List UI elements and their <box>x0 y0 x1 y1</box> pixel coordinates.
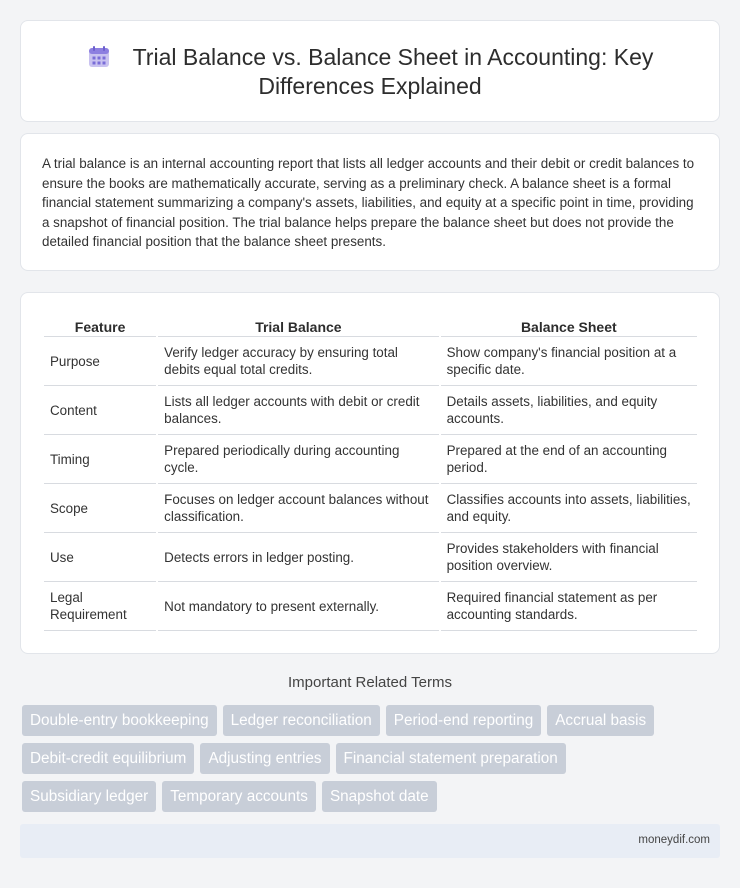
table-header-row <box>44 315 697 337</box>
trial-balance-cell: Not mandatory to present externally. <box>158 582 438 631</box>
table-row <box>44 386 697 435</box>
tag-financial-statement-preparation[interactable]: Financial statement preparation <box>336 743 566 774</box>
page-title <box>71 43 669 101</box>
balance-sheet-cell: Details assets, liabilities, and equity accounts. <box>441 386 697 435</box>
header-trial-balance: Trial Balance <box>158 315 438 337</box>
feature-cell: Legal Requirement <box>44 582 156 631</box>
tag-debit-credit-equilibrium[interactable]: Debit-credit equilibrium <box>22 743 194 774</box>
tag-adjusting-entries[interactable]: Adjusting entries <box>200 743 329 774</box>
comparison-table <box>42 315 699 631</box>
calendar-icon <box>87 45 111 69</box>
tag-double-entry-bookkeeping[interactable]: Double-entry bookkeeping <box>22 705 217 736</box>
table-row <box>44 582 697 631</box>
tag-accrual-basis[interactable]: Accrual basis <box>547 705 654 736</box>
header-card <box>20 20 720 122</box>
balance-sheet-cell: Prepared at the end of an accounting period. <box>441 435 697 484</box>
tag-period-end-reporting[interactable]: Period-end reporting <box>386 705 541 736</box>
balance-sheet-cell: Show company's financial position at a specific date. <box>441 337 697 386</box>
title-text: Trial Balance vs. Balance Sheet in Accounting: Key Differences Explained <box>132 44 654 99</box>
table-row <box>44 484 697 533</box>
trial-balance-cell: Focuses on ledger account balances without classification. <box>158 484 438 533</box>
intro-paragraph: A trial balance is an internal accounting report that lists all ledger accounts and their debit or credit balances to ensure the books are mathematically accurate, serving as a preliminary check. A balance sheet is a formal financial statement summarizing a company's assets, liabilities, and equity at a specific point in time, providing a snapshot of financial position. The trial balance helps prepare the balance sheet but does not provide the detailed financial position that the balance sheet presents. <box>42 156 695 250</box>
tag-ledger-reconciliation[interactable]: Ledger reconciliation <box>223 705 380 736</box>
tag-snapshot-date[interactable]: Snapshot date <box>322 781 437 812</box>
balance-sheet-cell: Classifies accounts into assets, liabilities, and equity. <box>441 484 697 533</box>
header-balance-sheet: Balance Sheet <box>441 315 697 337</box>
table-row <box>44 533 697 582</box>
trial-balance-cell: Lists all ledger accounts with debit or credit balances. <box>158 386 438 435</box>
related-terms <box>22 705 722 819</box>
tag-row <box>22 705 722 736</box>
tag-row <box>22 781 722 812</box>
feature-cell: Content <box>44 386 156 435</box>
balance-sheet-cell: Provides stakeholders with financial position overview. <box>441 533 697 582</box>
table-row <box>44 337 697 386</box>
tag-subsidiary-ledger[interactable]: Subsidiary ledger <box>22 781 156 812</box>
table-row <box>44 435 697 484</box>
feature-cell: Purpose <box>44 337 156 386</box>
balance-sheet-cell: Required financial statement as per accounting standards. <box>441 582 697 631</box>
trial-balance-cell: Prepared periodically during accounting cycle. <box>158 435 438 484</box>
intro-card <box>20 133 720 271</box>
tag-row <box>22 743 722 774</box>
tag-temporary-accounts[interactable]: Temporary accounts <box>162 781 316 812</box>
feature-cell: Timing <box>44 435 156 484</box>
trial-balance-cell: Detects errors in ledger posting. <box>158 533 438 582</box>
trial-balance-cell: Verify ledger accuracy by ensuring total debits equal total credits. <box>158 337 438 386</box>
footer-site[interactable]: moneydif.com <box>638 834 710 846</box>
related-terms-title: Important Related Terms <box>288 674 452 691</box>
comparison-card <box>20 292 720 654</box>
feature-cell: Use <box>44 533 156 582</box>
feature-cell: Scope <box>44 484 156 533</box>
header-feature: Feature <box>44 315 156 337</box>
footer <box>20 824 720 858</box>
title-wrap <box>71 43 669 101</box>
